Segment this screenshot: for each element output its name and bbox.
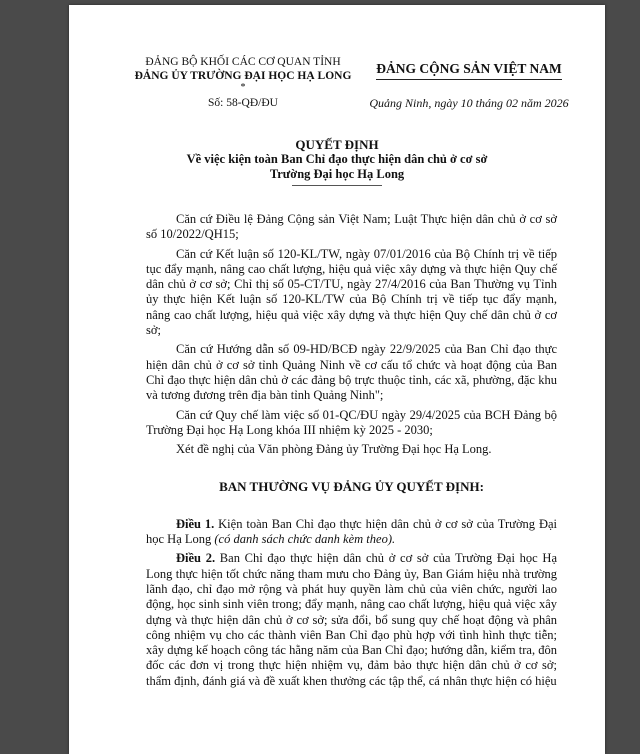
preamble-paragraph: Căn cứ Quy chế làm việc số 01-QC/ĐU ngày 29/4/2025 của BCH Đảng bộ Trường Đại học Hạ Long khóa III nhiệm kỳ 2025 - 2030; [146, 407, 557, 437]
article-note: (có danh sách chức danh kèm theo). [214, 532, 396, 547]
article-label: Điều 2. [176, 551, 216, 566]
place-date: Quảng Ninh, ngày 10 tháng 02 năm 2026 [369, 96, 569, 110]
org-line-parent: ĐẢNG BỘ KHỐI CÁC CƠ QUAN TỈNH [145, 56, 341, 68]
party-name: ĐẢNG CỘNG SẢN VIỆT NAM [376, 61, 562, 80]
document-title [69, 137, 605, 186]
issuing-organization [129, 55, 357, 110]
document-page [69, 5, 605, 754]
decision-heading: BAN THƯỜNG VỤ ĐẢNG ỦY QUYẾT ĐỊNH: [219, 479, 484, 495]
article-2 [146, 551, 557, 689]
title-underline [292, 185, 382, 186]
org-line-committee: ĐẢNG ỦY TRƯỜNG ĐẠI HỌC HẠ LONG [134, 70, 352, 82]
article-1 [146, 517, 557, 548]
document-body [146, 212, 557, 693]
preamble-paragraph: Căn cứ Kết luận số 120-KL/TW, ngày 07/01/2016 của Bộ Chính trị về tiếp tục đẩy mạnh, nâng cao chất lượng, hiệu quả việc xây dựng và thực hiện Quy chế dân chủ ở cơ sở; Chỉ thị số 05-CT/TU, ngày 27/4/2016 của Ban Thường vụ Tỉnh ủy thực hiện Kết luận số 120-KL/TW của Bộ Chính trị về tiếp tục đẩy mạnh, nâng cao chất lượng, hiệu quả việc xây dựng và thực hiện Quy chế dân chủ ở cơ sở; [146, 246, 557, 338]
document-number: Số: 58-QĐ/ĐU [208, 97, 278, 109]
preamble-paragraph: Xét đề nghị của Văn phòng Đảng ủy Trường Đại học Hạ Long. [176, 442, 492, 457]
preamble-paragraph: Căn cứ Điều lệ Đảng Cộng sản Việt Nam; Luật Thực hiện dân chủ ở cơ sở số 10/2022/QH15; [146, 212, 557, 242]
national-header [359, 60, 579, 111]
star-mark: * [240, 82, 246, 93]
article-label: Điều 1. [176, 516, 215, 531]
article-text: Ban Chỉ đạo thực hiện dân chủ ở cơ sở của Trường Đại học Hạ Long thực hiện tốt chức năng tham mưu cho Đảng ủy, Ban Giám hiệu nhà trường lãnh đạo, chỉ đạo mở rộng và phát huy quyền làm chủ của viên chức, người lao động, học sinh sinh viên trong; đẩy mạnh, nâng cao chất lượng, hiệu quả việc xây dựng và thực hiện dân chủ ở cơ sở; sửa đổi, bổ sung quy chế hoạt động và phân công nhiệm vụ cho các thành viên Ban Chỉ đạo phù hợp với tình hình thực tiễn; xây dựng kế hoạch công tác hằng năm của Ban Chỉ đạo; hướng dẫn, kiểm tra, đôn đốc các đơn vị trong thực hiện nhiệm vụ, đảm bảo thực hiện dân chủ ở cơ sở; thẩm định, đánh giá và đề xuất khen thưởng các tập thể, cá nhân thực hiện có hiệu [146, 551, 558, 688]
title-decision: QUYẾT ĐỊNH [295, 137, 379, 152]
preamble-paragraph: Căn cứ Hướng dẫn số 09-HD/BCĐ ngày 22/9/2025 của Ban Chỉ đạo thực hiện dân chủ ở cơ sở tỉnh Quảng Ninh về cơ cấu tổ chức và hoạt động của Ban Chỉ đạo thực hiện dân chủ ở các đảng bộ trực thuộc tỉnh, các xã, phường, đặc khu và tương đương trên địa bàn tỉnh Quảng Ninh"; [146, 342, 557, 403]
title-school: Trường Đại học Hạ Long [269, 167, 405, 181]
title-subject: Về việc kiện toàn Ban Chỉ đạo thực hiện dân chủ ở cơ sở [186, 152, 488, 166]
article-text: Kiện toàn Ban Chỉ đạo thực hiện dân chủ ở cơ sở của Trường Đại học Hạ Long [146, 516, 557, 547]
